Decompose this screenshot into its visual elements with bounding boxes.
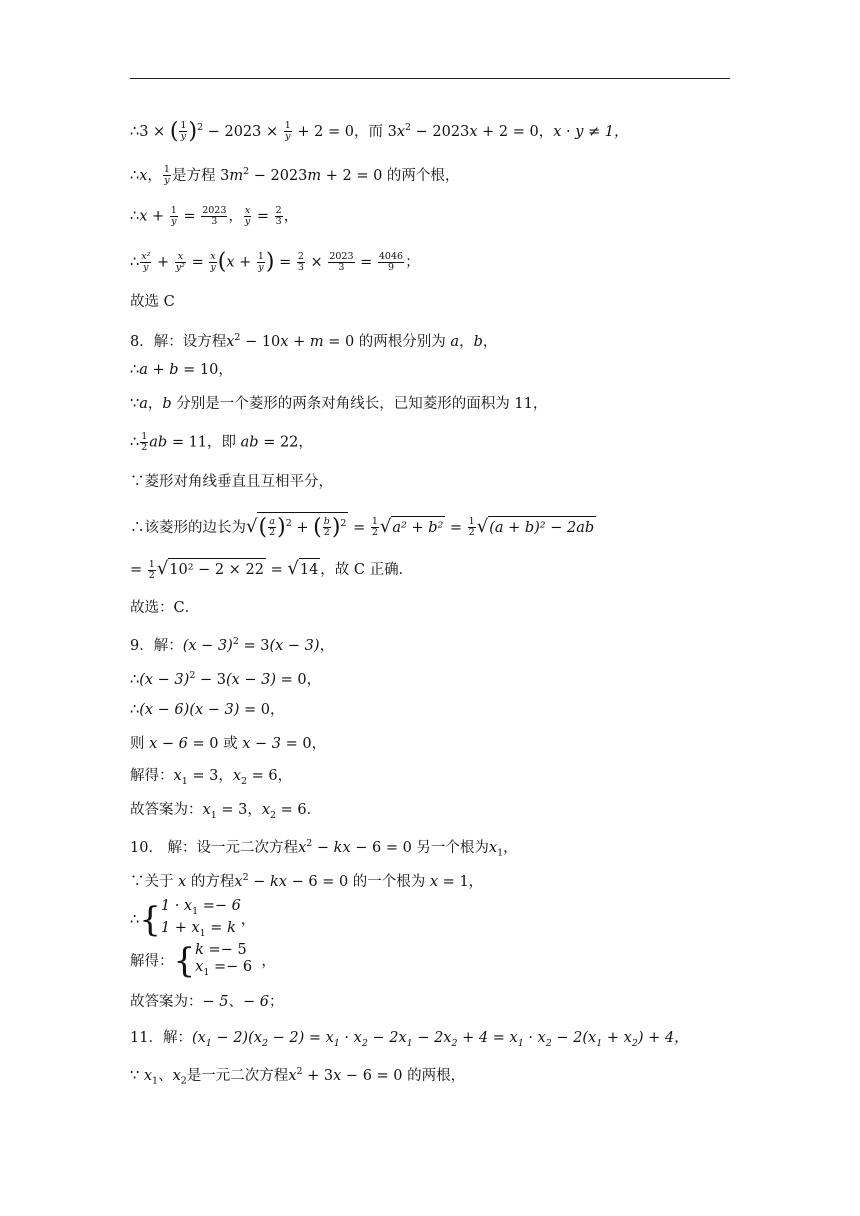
solution-line: ∴a + b = 10， [130, 362, 233, 378]
solution-line: ∴该菱形的边长为√( $\frac{a}{2}$ )$^2$ + ( $\frac{b}{2}$ )$^2$ = $\frac{1}{2}$ √a² + b² = $\frac{1}{2}$ √(a + b)² − 2ab [130, 512, 596, 538]
solution-line: 11．解：$(x_1 - 2)(x_2 - 2) = x_1 \cdot x_2 - 2x_1 - 2x_2 + 4 = x_1 \cdot x_2 - 2(x_1 + x_2) + 4$， [130, 1030, 689, 1049]
solution-line: ∵a，b 分别是一个菱形的两条对角线长，已知菱形的面积为 11， [130, 396, 548, 412]
solution-line: ∴{1 · $x_1 =- 6$ $1 + x_1 = k$ ， [130, 898, 256, 940]
solution-line: 故选：C． [130, 600, 200, 616]
solution-line: 故答案为：$x_1 = 3$，$x_2 = 6$． [130, 802, 322, 821]
solution-line: ∵关于 x 的方程$x^2$ − kx − 6 = 0 的一个根为 x = 1， [130, 872, 484, 890]
solution-line: ∵ $x_1$、$x_2$是一元二次方程$x^2 + 3x - 6 = 0$ 的两根， [130, 1066, 466, 1087]
solution-line: 10． 解：设一元二次方程$x^2$ − kx − 6 = 0 另一个根为$x_1$， [130, 838, 518, 859]
solution-line: ∴(x − 6)(x − 3) = 0， [130, 702, 285, 718]
solution-line: ∴x + $\frac{1}{y}$ = $\frac{2023}{3}$ ， $\frac{x}{y}$ = $\frac{2}{3}$ ， [130, 205, 299, 227]
solution-line: 则 x − 6 = 0 或 x − 3 = 0， [130, 736, 327, 752]
solution-line: ∴3 × ( $\frac{1}{y}$ )$^2$ − 2023 × $\frac{1}{y}$ + 2 = 0，而 $3x^2 - 2023x + 2 = 0$，x · y ≠ 1， [130, 118, 629, 144]
solution-line: ∴x， $\frac{1}{y}$ 是方程 $3m^2 - 2023m + 2 = 0$ 的两个根， [130, 164, 460, 187]
solution-line: 解得：$x_1 = 3$，$x_2 = 6$， [130, 768, 293, 787]
solution-line: ∴ $\frac{\text{x²}}{y}$ + $\frac{x}{\text{y²}}$ = $\frac{x}{y}$ (x + $\frac{1}{y}$ ) = $\frac{2}{3}$ × $\frac{2023}{3}$ = $\frac{4046}{9}$ ； [130, 249, 420, 275]
solution-line: 故选 C [130, 294, 175, 310]
solution-line: 解得：{k =− 5 $x_1 =- 6$ ， [130, 941, 276, 982]
solution-line: 故答案为：− 5、− 6； [130, 994, 284, 1010]
solution-line: 8．解：设方程$x^2 - 10x + m = 0$ 的两根分别为 a，b， [130, 332, 498, 350]
solution-line: 9．解：$(x - 3)^2 = 3(x - 3)$， [130, 636, 335, 654]
solution-line: ∵菱形对角线垂直且互相平分， [130, 474, 333, 490]
solution-line: ∴(x − 3)$^2$ − 3(x − 3) = 0， [130, 670, 322, 688]
header-rule [130, 78, 730, 79]
solution-line: ∴ $\frac{1}{2}$ ab = 11，即 ab = 22， [130, 431, 313, 453]
solution-line: = $\frac{1}{2}$ √10² − 2 × 22 = √14 ，故 C 正确． [130, 558, 414, 581]
